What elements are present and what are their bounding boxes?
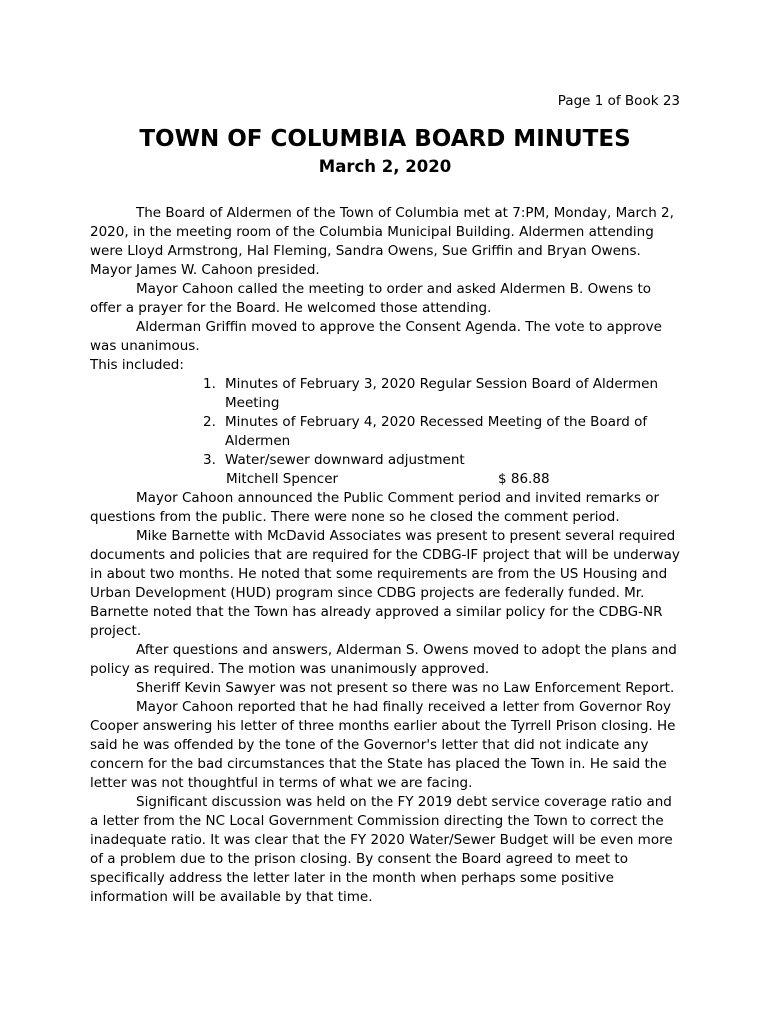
list-item <box>203 451 682 470</box>
paragraph-call-to-order: Mayor Cahoon called the meeting to order and asked Aldermen B. Owens to offer a prayer for the Board. He welcomed those attending. <box>90 281 652 316</box>
paragraph-motion-adopt: After questions and answers, Alderman S. Owens moved to adopt the plans and policy as required. The motion was unanimously approved. <box>90 642 677 677</box>
adjustment-amount: $ 86.88 <box>498 471 550 487</box>
list-item <box>203 375 682 413</box>
paragraph-governor-letter: Mayor Cahoon reported that he had finally received a letter from Governor Roy Cooper answering his letter of three months earlier about the Tyrrell Prison closing. He said he was offended by the tone of the Governor's letter that did not indicate any concern for the bad circumstances that the State has placed the Town in. He said the letter was not thoughtful in terms of what we are facing. <box>90 699 676 791</box>
minutes-body <box>90 204 682 907</box>
paragraph-attendance: The Board of Aldermen of the Town of Columbia met at 7:PM, Monday, March 2, 2020, in the meeting room of the Columbia Municipal Building. Aldermen attending were Lloyd Armstrong, Hal Fleming, Sandra Owens, Sue Griffin and Bryan Owens. Mayor James W. Cahoon presided. <box>90 205 674 278</box>
list-item-number: 2. <box>203 414 216 430</box>
adjustment-name: Mitchell Spencer <box>226 471 339 487</box>
paragraph-law-enforcement: Sheriff Kevin Sawyer was not present so there was no Law Enforcement Report. <box>136 680 675 696</box>
list-item-number: 1. <box>203 376 216 392</box>
list-item-number: 3. <box>203 452 216 468</box>
page-reference: Page 1 of Book 23 <box>557 93 680 109</box>
list-item-text: Minutes of February 3, 2020 Regular Session Board of Aldermen Meeting <box>225 376 658 411</box>
meeting-date: March 2, 2020 <box>318 157 452 176</box>
document-title: TOWN OF COLUMBIA BOARD MINUTES <box>139 126 631 152</box>
list-item-text: Minutes of February 4, 2020 Recessed Meeting of the Board of Aldermen <box>225 414 648 449</box>
paragraph-mcdavid-associates: Mike Barnette with McDavid Associates was present to present several required documents and policies that are required for the CDBG-IF project that will be underway in about two months. He noted that some requirements are from the US Housing and Urban Development (HUD) program since CDBG projects are federally funded. Mr. Barnette noted that the Town has already approved a similar policy for the CDBG-NR project. <box>90 528 680 639</box>
list-item-text: Water/sewer downward adjustment <box>225 452 465 468</box>
paragraph-consent-agenda: Alderman Griffin moved to approve the Consent Agenda. The vote to approve was unanimous. <box>90 319 662 354</box>
paragraph-public-comment: Mayor Cahoon announced the Public Comment period and invited remarks or questions from the public. There were none so he closed the comment period. <box>90 490 660 525</box>
consent-agenda-list <box>90 375 682 470</box>
paragraph-this-included: This included: <box>90 357 184 373</box>
list-item <box>203 413 682 451</box>
paragraph-debt-service: Significant discussion was held on the FY 2019 debt service coverage ratio and a letter from the NC Local Government Commission directing the Town to correct the inadequate ratio. It was clear that the FY 2020 Water/Sewer Budget will be even more of a problem due to the prison closing. By consent the Board agreed to meet to specifically address the letter later in the month when perhaps some positive information will be available by that time. <box>90 794 673 905</box>
adjustment-line <box>90 470 682 489</box>
